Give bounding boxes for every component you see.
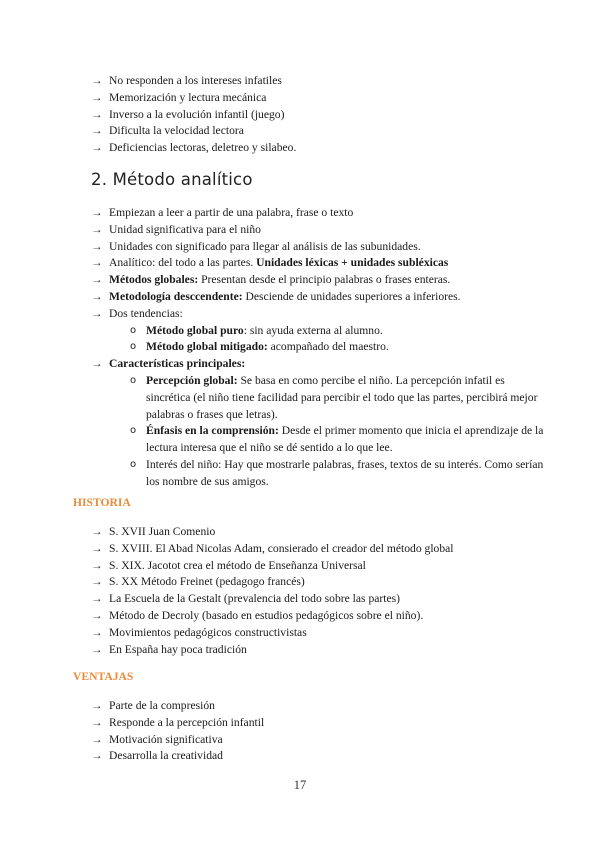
arrow-icon: →	[91, 289, 103, 303]
arrow-icon: →	[91, 525, 103, 538]
arrow-icon: →	[91, 306, 103, 320]
list-item: → Metodología desccendente: Desciende de unidades superiores a inferiores.	[91, 289, 544, 306]
list-item: → Método de Decroly (basado en estudios pedagógicos sobre el niño).	[91, 608, 454, 625]
arrow-icon: →	[91, 592, 103, 606]
historia-heading: HISTORIA	[73, 496, 131, 509]
section-title: 2. Método analítico	[91, 170, 253, 189]
sublist-item: o Método global mitigado: acompañado del maestro.	[109, 339, 544, 356]
sublist-item: o Énfasis en la comprensión: Desde el primer momento que inicia el aprendizaje de la lectura interesa que el niño se dé sentido a lo que lee.	[130, 424, 544, 455]
list-item: → La Escuela de la Gestalt (prevalencia del todo sobre las partes)	[91, 591, 454, 608]
arrow-icon: →	[91, 732, 103, 746]
arrow-icon: →	[91, 141, 103, 155]
sublist-item: o Método global puro: sin ayuda externa al alumno.	[109, 323, 544, 340]
list-item: → Empiezan a leer a partir de una palabra, frase o texto	[91, 205, 544, 222]
list-item: → Unidades con significado para llegar al análisis de las subunidades.	[91, 239, 544, 256]
arrow-icon: →	[91, 124, 103, 138]
arrow-icon: →	[91, 558, 103, 572]
list-item: → Inverso a la evolución infantil (juego)	[91, 107, 296, 124]
arrow-icon: →	[91, 273, 103, 287]
arrow-icon: →	[91, 575, 103, 589]
arrow-icon: →	[91, 608, 103, 622]
list-item: → Unidad significativa para el niño	[91, 222, 544, 239]
ventajas-list	[91, 698, 264, 765]
list-item: → Motivación significativa	[91, 732, 264, 749]
tendencias-sublist	[109, 323, 544, 357]
bullet-icon: o	[130, 458, 137, 470]
page-number: 17	[293, 778, 307, 792]
arrow-icon: →	[91, 222, 103, 236]
list-item: → Memorización y lectura mecánica	[91, 90, 296, 107]
sublist-item: o Percepción global: Se basa en como percibe el niño. La percepción infatil es sincrética (el niño tiene facilidad para percibir el todo que las partes, percibirá mejor palabras o frases que letras).	[130, 373, 538, 421]
list-item: → Analítico: del todo a las partes. Unidades léxicas + unidades subléxicas	[91, 255, 544, 272]
list-item: → Métodos globales: Presentan desde el principio palabras o frases enteras.	[91, 272, 544, 289]
historia-list	[91, 524, 454, 658]
list-item: → S. XVIII. El Abad Nicolas Adam, consierado el creador del método global	[91, 541, 454, 558]
list-item: → Desarrolla la creatividad	[91, 748, 264, 765]
arrow-icon: →	[91, 74, 103, 87]
arrow-icon: →	[91, 749, 103, 763]
arrow-icon: →	[91, 357, 103, 371]
sublist-item: o Interés del niño: Hay que mostrarle palabras, frases, textos de su interés. Como serían los nombre de sus amigos.	[130, 457, 544, 488]
list-item: → Características principales: o Percepción global: Se basa en como percibe el niño. La percepción infatil es sincrética (el niño tiene facilidad para percibir el todo que las partes, percibirá mejor palabras o frases que letras). o Énfasis en la comprensión: Desde el primer momento que inicia el aprendizaje de la lectura interesa que el niño se dé sentido a lo que lee. o Interés del niño: Hay que mostrarle palabras, frases, textos de su interés. Como serían los nombre de sus amigos.	[91, 356, 544, 490]
bullet-icon: o	[130, 341, 137, 353]
list-item: → Deficiencias lectoras, deletreo y silabeo.	[91, 140, 296, 157]
list-item: → No responden a los intereses infatiles	[91, 73, 296, 90]
arrow-icon: →	[91, 256, 103, 270]
disadvantages-list	[91, 73, 296, 157]
arrow-icon: →	[91, 625, 103, 639]
list-item: → S. XIX. Jacotot crea el método de Enseñanza Universal	[91, 558, 454, 575]
arrow-icon: →	[91, 699, 103, 712]
arrow-icon: →	[91, 642, 103, 656]
list-item: → En España hay poca tradición	[91, 642, 454, 659]
caracteristicas-sublist	[109, 373, 544, 491]
list-item: → S. XX Método Freinet (pedagogo francés)	[91, 574, 454, 591]
bullet-icon: o	[130, 324, 137, 336]
arrow-icon: →	[91, 90, 103, 104]
list-item: → Responde a la percepción infantil	[91, 715, 264, 732]
arrow-icon: →	[91, 715, 103, 729]
bullet-icon: o	[130, 374, 137, 386]
analitico-list	[91, 205, 544, 491]
list-item: → Movimientos pedagógicos constructivistas	[91, 625, 454, 642]
arrow-icon: →	[91, 541, 103, 555]
list-item: → Parte de la compresión	[91, 698, 264, 715]
arrow-icon: →	[91, 239, 103, 253]
bullet-icon: o	[130, 425, 137, 437]
list-item: → Dificulta la velocidad lectora	[91, 123, 296, 140]
list-item: → Dos tendencias: o Método global puro: sin ayuda externa al alumno. o Método global mitigado: acompañado del maestro.	[91, 306, 544, 356]
list-item: → S. XVII Juan Comenio	[91, 524, 454, 541]
arrow-icon: →	[91, 107, 103, 121]
arrow-icon: →	[91, 206, 103, 219]
ventajas-heading: VENTAJAS	[73, 670, 134, 683]
